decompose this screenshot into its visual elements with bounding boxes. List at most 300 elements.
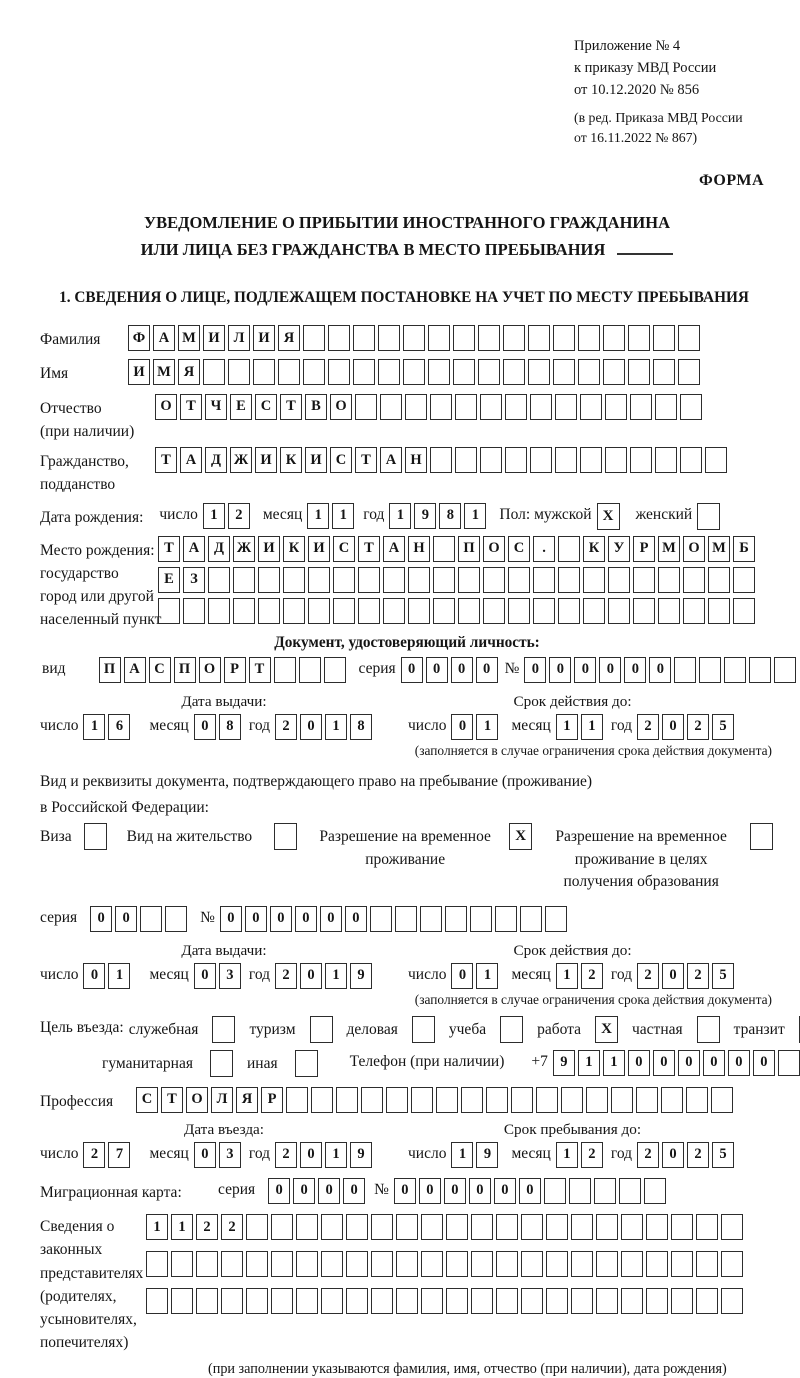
- char-box[interactable]: [383, 598, 405, 624]
- char-box[interactable]: [621, 1214, 643, 1240]
- char-box[interactable]: 3: [219, 963, 241, 989]
- char-box[interactable]: [386, 1087, 408, 1113]
- char-box[interactable]: 0: [220, 906, 242, 932]
- char-box[interactable]: 0: [444, 1178, 466, 1204]
- char-box[interactable]: [303, 325, 325, 351]
- char-box[interactable]: [271, 1214, 293, 1240]
- char-box[interactable]: О: [155, 394, 177, 420]
- char-box[interactable]: [521, 1251, 543, 1277]
- char-box[interactable]: [371, 1251, 393, 1277]
- char-box[interactable]: [378, 325, 400, 351]
- char-box[interactable]: [458, 567, 480, 593]
- char-box[interactable]: [528, 359, 550, 385]
- char-box[interactable]: Т: [355, 447, 377, 473]
- char-box[interactable]: А: [124, 657, 146, 683]
- char-box[interactable]: [558, 536, 580, 562]
- char-box[interactable]: 0: [574, 657, 596, 683]
- char-box[interactable]: [553, 359, 575, 385]
- char-box[interactable]: [430, 394, 452, 420]
- char-box[interactable]: [158, 598, 180, 624]
- char-box[interactable]: Т: [155, 447, 177, 473]
- char-box[interactable]: 2: [637, 1142, 659, 1168]
- char-box[interactable]: [203, 359, 225, 385]
- char-box[interactable]: 2: [228, 503, 250, 529]
- char-box[interactable]: И: [253, 325, 275, 351]
- char-box[interactable]: [246, 1214, 268, 1240]
- char-box[interactable]: [461, 1087, 483, 1113]
- char-box[interactable]: [380, 394, 402, 420]
- char-box[interactable]: 0: [394, 1178, 416, 1204]
- char-box[interactable]: [333, 567, 355, 593]
- char-box[interactable]: 0: [678, 1050, 700, 1076]
- char-box[interactable]: [408, 567, 430, 593]
- char-box[interactable]: О: [683, 536, 705, 562]
- char-box[interactable]: [478, 325, 500, 351]
- char-box[interactable]: 8: [350, 714, 372, 740]
- char-box[interactable]: [596, 1288, 618, 1314]
- char-box[interactable]: Я: [178, 359, 200, 385]
- char-box[interactable]: 1: [108, 963, 130, 989]
- char-box[interactable]: [428, 359, 450, 385]
- char-box[interactable]: [478, 359, 500, 385]
- char-box[interactable]: И: [305, 447, 327, 473]
- checkbox-cell[interactable]: [412, 1016, 435, 1043]
- char-box[interactable]: 9: [350, 963, 372, 989]
- char-box[interactable]: И: [308, 536, 330, 562]
- char-box[interactable]: [233, 567, 255, 593]
- char-box[interactable]: 7: [108, 1142, 130, 1168]
- char-box[interactable]: [580, 447, 602, 473]
- char-box[interactable]: [496, 1251, 518, 1277]
- char-box[interactable]: [146, 1251, 168, 1277]
- char-box[interactable]: Р: [633, 536, 655, 562]
- char-box[interactable]: 1: [476, 963, 498, 989]
- char-box[interactable]: 1: [83, 714, 105, 740]
- char-box[interactable]: 0: [268, 1178, 290, 1204]
- char-box[interactable]: [721, 1214, 743, 1240]
- char-box[interactable]: [328, 359, 350, 385]
- char-box[interactable]: [420, 906, 442, 932]
- char-box[interactable]: [619, 1178, 641, 1204]
- char-box[interactable]: [421, 1214, 443, 1240]
- char-box[interactable]: 2: [83, 1142, 105, 1168]
- char-box[interactable]: [430, 447, 452, 473]
- char-box[interactable]: 0: [293, 1178, 315, 1204]
- char-box[interactable]: [403, 325, 425, 351]
- char-box[interactable]: Ж: [230, 447, 252, 473]
- char-box[interactable]: [274, 657, 296, 683]
- char-box[interactable]: [671, 1251, 693, 1277]
- char-box[interactable]: 1: [203, 503, 225, 529]
- char-box[interactable]: [140, 906, 162, 932]
- char-box[interactable]: 5: [712, 714, 734, 740]
- char-box[interactable]: Б: [733, 536, 755, 562]
- checkbox-cell[interactable]: X: [595, 1016, 618, 1043]
- char-box[interactable]: [196, 1288, 218, 1314]
- char-box[interactable]: [483, 567, 505, 593]
- char-box[interactable]: 2: [275, 963, 297, 989]
- char-box[interactable]: О: [483, 536, 505, 562]
- char-box[interactable]: 1: [476, 714, 498, 740]
- char-box[interactable]: [321, 1288, 343, 1314]
- char-box[interactable]: [546, 1251, 568, 1277]
- checkbox-cell[interactable]: [697, 503, 720, 530]
- char-box[interactable]: [708, 598, 730, 624]
- char-box[interactable]: [411, 1087, 433, 1113]
- char-box[interactable]: 0: [345, 906, 367, 932]
- char-box[interactable]: А: [383, 536, 405, 562]
- char-box[interactable]: [561, 1087, 583, 1113]
- char-box[interactable]: [671, 1288, 693, 1314]
- char-box[interactable]: 0: [245, 906, 267, 932]
- char-box[interactable]: [258, 598, 280, 624]
- char-box[interactable]: [253, 359, 275, 385]
- char-box[interactable]: 0: [295, 906, 317, 932]
- char-box[interactable]: [433, 536, 455, 562]
- char-box[interactable]: О: [199, 657, 221, 683]
- char-box[interactable]: О: [330, 394, 352, 420]
- char-box[interactable]: [680, 447, 702, 473]
- char-box[interactable]: [271, 1251, 293, 1277]
- char-box[interactable]: Т: [158, 536, 180, 562]
- char-box[interactable]: [721, 1251, 743, 1277]
- char-box[interactable]: [453, 325, 475, 351]
- char-box[interactable]: [453, 359, 475, 385]
- char-box[interactable]: Т: [180, 394, 202, 420]
- char-box[interactable]: [655, 447, 677, 473]
- char-box[interactable]: [544, 1178, 566, 1204]
- char-box[interactable]: [346, 1214, 368, 1240]
- char-box[interactable]: [371, 1288, 393, 1314]
- char-box[interactable]: [286, 1087, 308, 1113]
- char-box[interactable]: [533, 598, 555, 624]
- char-box[interactable]: [321, 1251, 343, 1277]
- char-box[interactable]: С: [136, 1087, 158, 1113]
- char-box[interactable]: [383, 567, 405, 593]
- char-box[interactable]: В: [305, 394, 327, 420]
- char-box[interactable]: [671, 1214, 693, 1240]
- char-box[interactable]: [528, 325, 550, 351]
- char-box[interactable]: 0: [194, 963, 216, 989]
- char-box[interactable]: [483, 598, 505, 624]
- char-box[interactable]: [299, 657, 321, 683]
- char-box[interactable]: [296, 1288, 318, 1314]
- char-box[interactable]: А: [380, 447, 402, 473]
- char-box[interactable]: [678, 359, 700, 385]
- char-box[interactable]: [378, 359, 400, 385]
- char-box[interactable]: [571, 1288, 593, 1314]
- char-box[interactable]: 0: [753, 1050, 775, 1076]
- char-box[interactable]: 0: [90, 906, 112, 932]
- char-box[interactable]: [686, 1087, 708, 1113]
- char-box[interactable]: [683, 567, 705, 593]
- char-box[interactable]: 0: [599, 657, 621, 683]
- char-box[interactable]: [183, 598, 205, 624]
- char-box[interactable]: 1: [464, 503, 486, 529]
- checkbox-cell[interactable]: [310, 1016, 333, 1043]
- char-box[interactable]: [346, 1251, 368, 1277]
- char-box[interactable]: О: [186, 1087, 208, 1113]
- char-box[interactable]: С: [333, 536, 355, 562]
- char-box[interactable]: 1: [171, 1214, 193, 1240]
- char-box[interactable]: [630, 447, 652, 473]
- char-box[interactable]: [653, 325, 675, 351]
- char-box[interactable]: К: [280, 447, 302, 473]
- char-box[interactable]: [633, 567, 655, 593]
- char-box[interactable]: [503, 325, 525, 351]
- char-box[interactable]: 0: [419, 1178, 441, 1204]
- char-box[interactable]: 0: [519, 1178, 541, 1204]
- char-box[interactable]: [321, 1214, 343, 1240]
- char-box[interactable]: Е: [230, 394, 252, 420]
- char-box[interactable]: [455, 394, 477, 420]
- char-box[interactable]: [558, 567, 580, 593]
- char-box[interactable]: К: [583, 536, 605, 562]
- char-box[interactable]: [358, 567, 380, 593]
- char-box[interactable]: [405, 394, 427, 420]
- char-box[interactable]: [336, 1087, 358, 1113]
- char-box[interactable]: И: [128, 359, 150, 385]
- char-box[interactable]: [705, 447, 727, 473]
- char-box[interactable]: 0: [300, 714, 322, 740]
- char-box[interactable]: [324, 657, 346, 683]
- char-box[interactable]: Д: [205, 447, 227, 473]
- char-box[interactable]: Н: [405, 447, 427, 473]
- char-box[interactable]: [603, 359, 625, 385]
- char-box[interactable]: [733, 598, 755, 624]
- char-box[interactable]: [608, 598, 630, 624]
- char-box[interactable]: [361, 1087, 383, 1113]
- char-box[interactable]: 0: [426, 657, 448, 683]
- char-box[interactable]: [496, 1288, 518, 1314]
- char-box[interactable]: [530, 394, 552, 420]
- char-box[interactable]: [505, 394, 527, 420]
- char-box[interactable]: [605, 447, 627, 473]
- char-box[interactable]: [603, 325, 625, 351]
- char-box[interactable]: С: [330, 447, 352, 473]
- char-box[interactable]: [621, 1251, 643, 1277]
- char-box[interactable]: [646, 1288, 668, 1314]
- char-box[interactable]: [521, 1214, 543, 1240]
- char-box[interactable]: 2: [687, 714, 709, 740]
- char-box[interactable]: Т: [280, 394, 302, 420]
- char-box[interactable]: Я: [278, 325, 300, 351]
- char-box[interactable]: [471, 1251, 493, 1277]
- char-box[interactable]: [358, 598, 380, 624]
- char-box[interactable]: 2: [275, 1142, 297, 1168]
- char-box[interactable]: [421, 1288, 443, 1314]
- char-box[interactable]: 9: [476, 1142, 498, 1168]
- char-box[interactable]: [521, 1288, 543, 1314]
- char-box[interactable]: 0: [300, 963, 322, 989]
- char-box[interactable]: 0: [194, 1142, 216, 1168]
- char-box[interactable]: [283, 598, 305, 624]
- char-box[interactable]: 0: [549, 657, 571, 683]
- char-box[interactable]: 1: [307, 503, 329, 529]
- char-box[interactable]: [455, 447, 477, 473]
- char-box[interactable]: [480, 447, 502, 473]
- char-box[interactable]: [396, 1214, 418, 1240]
- char-box[interactable]: [445, 906, 467, 932]
- char-box[interactable]: [646, 1251, 668, 1277]
- char-box[interactable]: М: [153, 359, 175, 385]
- char-box[interactable]: [171, 1288, 193, 1314]
- char-box[interactable]: [355, 394, 377, 420]
- char-box[interactable]: Ч: [205, 394, 227, 420]
- char-box[interactable]: Л: [211, 1087, 233, 1113]
- char-box[interactable]: 5: [712, 1142, 734, 1168]
- char-box[interactable]: [353, 359, 375, 385]
- char-box[interactable]: [433, 567, 455, 593]
- checkbox-cell[interactable]: [210, 1050, 233, 1077]
- char-box[interactable]: [328, 325, 350, 351]
- char-box[interactable]: П: [458, 536, 480, 562]
- char-box[interactable]: [683, 598, 705, 624]
- char-box[interactable]: [749, 657, 771, 683]
- char-box[interactable]: [165, 906, 187, 932]
- char-box[interactable]: [446, 1214, 468, 1240]
- char-box[interactable]: 2: [221, 1214, 243, 1240]
- char-box[interactable]: [636, 1087, 658, 1113]
- char-box[interactable]: [503, 359, 525, 385]
- char-box[interactable]: [446, 1251, 468, 1277]
- char-box[interactable]: Н: [408, 536, 430, 562]
- char-box[interactable]: 0: [662, 714, 684, 740]
- char-box[interactable]: 0: [494, 1178, 516, 1204]
- char-box[interactable]: 0: [194, 714, 216, 740]
- char-box[interactable]: 2: [275, 714, 297, 740]
- char-box[interactable]: [508, 598, 530, 624]
- char-box[interactable]: 0: [476, 657, 498, 683]
- char-box[interactable]: 1: [325, 1142, 347, 1168]
- char-box[interactable]: [495, 906, 517, 932]
- char-box[interactable]: [433, 598, 455, 624]
- char-box[interactable]: [655, 394, 677, 420]
- char-box[interactable]: [333, 598, 355, 624]
- char-box[interactable]: [774, 657, 796, 683]
- char-box[interactable]: 0: [83, 963, 105, 989]
- char-box[interactable]: Т: [249, 657, 271, 683]
- char-box[interactable]: 1: [332, 503, 354, 529]
- char-box[interactable]: 8: [439, 503, 461, 529]
- char-box[interactable]: [458, 598, 480, 624]
- char-box[interactable]: 1: [389, 503, 411, 529]
- char-box[interactable]: Т: [161, 1087, 183, 1113]
- char-box[interactable]: 1: [146, 1214, 168, 1240]
- char-box[interactable]: [555, 394, 577, 420]
- char-box[interactable]: [555, 447, 577, 473]
- char-box[interactable]: 8: [219, 714, 241, 740]
- char-box[interactable]: [146, 1288, 168, 1314]
- char-box[interactable]: [596, 1251, 618, 1277]
- char-box[interactable]: [628, 325, 650, 351]
- char-box[interactable]: 9: [414, 503, 436, 529]
- char-box[interactable]: 2: [581, 1142, 603, 1168]
- char-box[interactable]: [605, 394, 627, 420]
- char-box[interactable]: [505, 447, 527, 473]
- char-box[interactable]: 0: [653, 1050, 675, 1076]
- char-box[interactable]: [678, 325, 700, 351]
- checkbox-cell[interactable]: X: [597, 503, 620, 530]
- char-box[interactable]: У: [608, 536, 630, 562]
- checkbox-cell[interactable]: [697, 1016, 720, 1043]
- char-box[interactable]: [396, 1288, 418, 1314]
- char-box[interactable]: [246, 1251, 268, 1277]
- char-box[interactable]: 1: [325, 963, 347, 989]
- char-box[interactable]: [421, 1251, 443, 1277]
- char-box[interactable]: [208, 598, 230, 624]
- checkbox-cell[interactable]: [212, 1016, 235, 1043]
- char-box[interactable]: [569, 1178, 591, 1204]
- char-box[interactable]: 0: [270, 906, 292, 932]
- char-box[interactable]: 1: [556, 714, 578, 740]
- char-box[interactable]: [611, 1087, 633, 1113]
- char-box[interactable]: [486, 1087, 508, 1113]
- char-box[interactable]: [471, 1214, 493, 1240]
- char-box[interactable]: [171, 1251, 193, 1277]
- char-box[interactable]: [633, 598, 655, 624]
- char-box[interactable]: [396, 1251, 418, 1277]
- char-box[interactable]: [258, 567, 280, 593]
- char-box[interactable]: 9: [553, 1050, 575, 1076]
- char-box[interactable]: [630, 394, 652, 420]
- char-box[interactable]: [621, 1288, 643, 1314]
- char-box[interactable]: [658, 567, 680, 593]
- char-box[interactable]: 0: [524, 657, 546, 683]
- char-box[interactable]: 9: [350, 1142, 372, 1168]
- char-box[interactable]: З: [183, 567, 205, 593]
- char-box[interactable]: [733, 567, 755, 593]
- char-box[interactable]: [553, 325, 575, 351]
- char-box[interactable]: [353, 325, 375, 351]
- char-box[interactable]: [674, 657, 696, 683]
- char-box[interactable]: [370, 906, 392, 932]
- char-box[interactable]: 5: [712, 963, 734, 989]
- char-box[interactable]: А: [183, 536, 205, 562]
- char-box[interactable]: 6: [108, 714, 130, 740]
- char-box[interactable]: [508, 567, 530, 593]
- char-box[interactable]: Д: [208, 536, 230, 562]
- char-box[interactable]: [480, 394, 502, 420]
- char-box[interactable]: Л: [228, 325, 250, 351]
- char-box[interactable]: [346, 1288, 368, 1314]
- char-box[interactable]: [558, 598, 580, 624]
- char-box[interactable]: П: [99, 657, 121, 683]
- char-box[interactable]: 2: [637, 963, 659, 989]
- char-box[interactable]: [371, 1214, 393, 1240]
- char-box[interactable]: [221, 1288, 243, 1314]
- char-box[interactable]: [699, 657, 721, 683]
- char-box[interactable]: [228, 359, 250, 385]
- char-box[interactable]: 0: [649, 657, 671, 683]
- char-box[interactable]: [246, 1288, 268, 1314]
- char-box[interactable]: А: [180, 447, 202, 473]
- char-box[interactable]: [721, 1288, 743, 1314]
- char-box[interactable]: [308, 567, 330, 593]
- char-box[interactable]: [586, 1087, 608, 1113]
- char-box[interactable]: 0: [401, 657, 423, 683]
- char-box[interactable]: П: [174, 657, 196, 683]
- char-box[interactable]: [628, 359, 650, 385]
- char-box[interactable]: [408, 598, 430, 624]
- char-box[interactable]: 0: [115, 906, 137, 932]
- checkbox-cell[interactable]: [274, 823, 297, 850]
- char-box[interactable]: [533, 567, 555, 593]
- char-box[interactable]: [283, 567, 305, 593]
- checkbox-cell[interactable]: X: [509, 823, 532, 850]
- char-box[interactable]: 0: [662, 963, 684, 989]
- char-box[interactable]: [711, 1087, 733, 1113]
